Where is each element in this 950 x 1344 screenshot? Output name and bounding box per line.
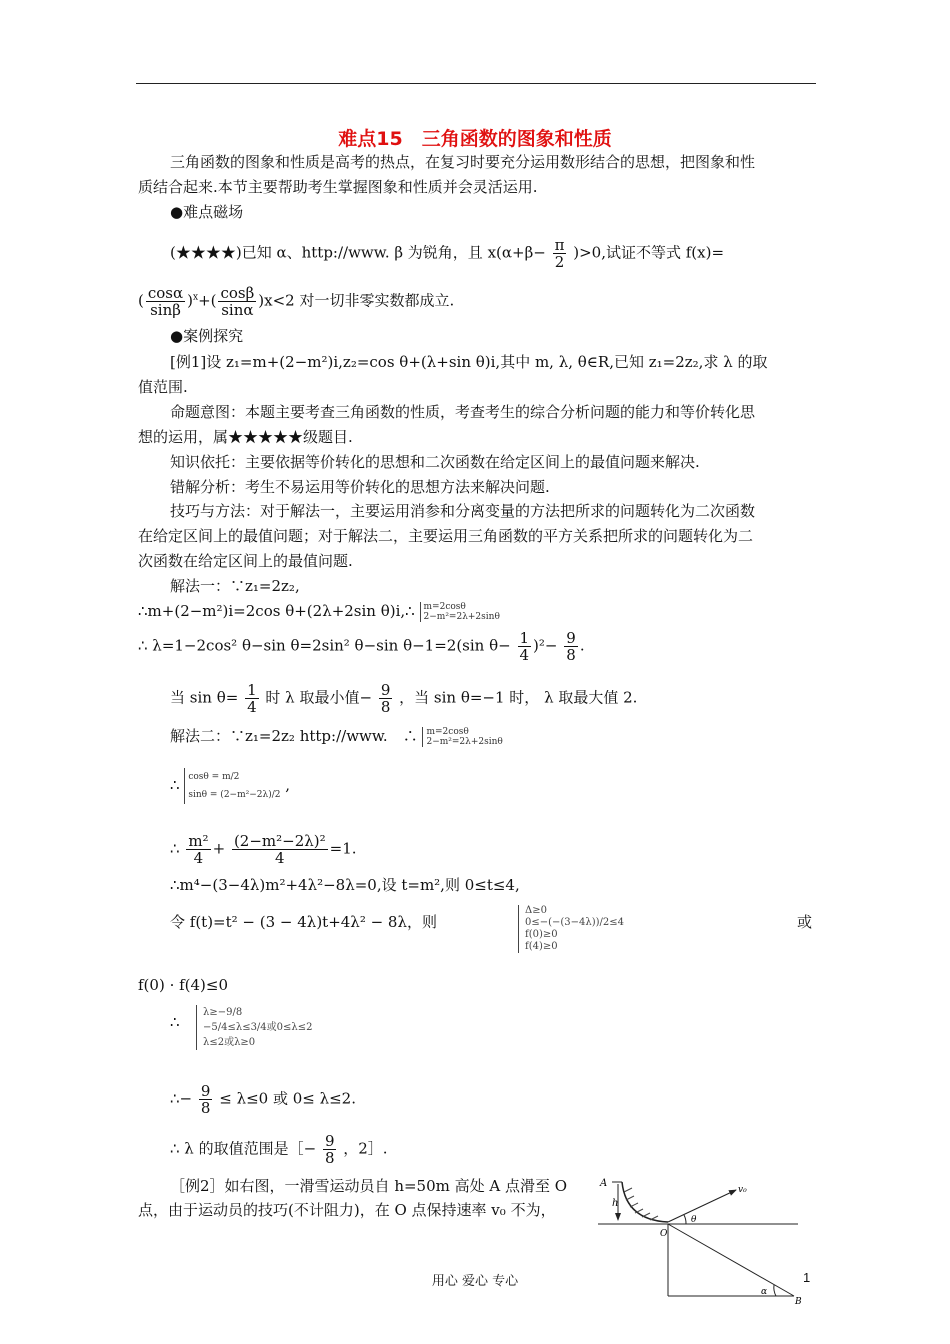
fraction <box>186 833 210 866</box>
intent-line-2: 想的运用，属★★★★★级题目. <box>138 428 353 446</box>
denominator: 8 <box>324 1149 335 1167</box>
solution1-line-3 <box>138 630 585 663</box>
solution2-line-6: f(0) · f(4)≤0 <box>138 976 229 994</box>
label-O: O <box>660 1229 668 1239</box>
solution1-line-2 <box>138 601 500 622</box>
equation: m=2cosθ <box>423 602 466 612</box>
equation: −5/4≤λ≤3/4或0≤λ≤2 <box>203 1022 313 1033</box>
equation-system <box>518 905 624 953</box>
example2-line-1: ［例2］如右图，一滑雪运动员自 h=50m 高处 A 点滑至 O <box>170 1177 568 1195</box>
problem-line-1 <box>170 237 724 270</box>
solution2-line-8 <box>170 1083 356 1116</box>
fraction <box>199 1083 213 1116</box>
solution2-line-2 <box>170 768 290 804</box>
denominator: sinα <box>221 301 254 319</box>
solution-text: ∴ <box>170 776 180 794</box>
solution2-head <box>170 726 503 747</box>
equation-system <box>420 602 500 622</box>
equation: sinθ = (2−m²−2λ)/2 <box>188 790 281 800</box>
equation: 2−m²=2λ+2sinθ <box>426 737 503 747</box>
example1-line-2: 值范围. <box>138 378 188 396</box>
page-footer: 用心 爱心 专心 <box>431 1274 519 1289</box>
intro-line-1: 三角函数的图象和性质是高考的热点，在复习时要充分运用数形结合的思想，把图象和性 <box>170 153 756 171</box>
example1-line-1: [例1]设 z₁=m+(2−m²)i,z₂=cos θ+(λ+sin θ)i,其中 m, λ, θ∈R,已知 z₁=2z₂,求 λ 的取 <box>170 353 768 371</box>
solution2-line-9 <box>170 1133 388 1166</box>
denominator: 8 <box>380 698 391 716</box>
numerator: 9 <box>380 681 391 699</box>
fraction <box>553 237 567 270</box>
fraction <box>379 682 393 715</box>
equation-system <box>184 768 280 804</box>
solution-text: ∴ <box>170 839 180 858</box>
equation: m=2cosθ <box>426 727 469 737</box>
equation: f(0)≥0 <box>525 929 558 940</box>
fraction <box>245 682 259 715</box>
fraction <box>146 285 185 318</box>
equation: Δ≥0 <box>525 905 547 916</box>
solution-text: 解法二：∵z₁=2z₂ http://www. ∴ <box>170 727 418 745</box>
numerator: (2−m²−2λ)² <box>233 832 326 850</box>
solution-text: ∴ λ=1−2cos² θ−sin θ=2sin² θ−sin θ−1=2(sin θ− <box>138 636 511 655</box>
denominator: 4 <box>193 849 204 867</box>
numerator: cosα <box>147 284 184 302</box>
denominator: 8 <box>566 646 576 664</box>
solution1-line-4 <box>170 682 637 715</box>
label-v0: v₀ <box>738 1185 747 1195</box>
equation: λ≥−9/8 <box>203 1007 243 1018</box>
numerator: π <box>554 236 565 254</box>
solution-text: ，2］. <box>343 1139 388 1158</box>
knowledge-line: 知识依托：主要依据等价转化的思想和二次函数在给定区间上的最值问题来解决. <box>170 453 700 471</box>
section-heading-2: ●案例探究 <box>170 327 244 345</box>
solution-text: + <box>212 839 226 858</box>
problem-text: (★★★★)已知 α、http://www. β 为锐角，且 x(α+β− <box>170 243 546 262</box>
solution2-line-4: ∴m⁴−(3−4λ)m²+4λ²−8λ=0,设 t=m²,则 0≤t≤4, <box>170 876 520 894</box>
numerator: m² <box>188 832 209 850</box>
or-word: 或 <box>797 913 813 931</box>
problem-text: )>0,试证不等式 f(x)= <box>573 243 725 262</box>
intro-line-2: 质结合起来.本节主要帮助考生掌握图象和性质并会灵活运用. <box>138 178 538 196</box>
label-alpha: α <box>761 1287 768 1297</box>
solution-text: 时 λ 取最小值− <box>265 688 373 707</box>
label-B: B <box>795 1297 802 1306</box>
denominator: 4 <box>519 646 530 664</box>
theta-arc <box>684 1215 686 1224</box>
example2-line-2: 点，由于运动员的技巧(不计阻力)，在 O 点保持速率 v₀ 不为， <box>138 1201 556 1219</box>
label-theta: θ <box>691 1215 697 1225</box>
solution-text: ∴m+(2−m²)i=2cos θ+(2λ+2sin θ)i,∴ <box>138 602 415 620</box>
page-number: 1 <box>803 1270 811 1285</box>
equation-system <box>422 727 502 747</box>
intent-line-1: 命题意图：本题主要考查三角函数的性质，考查考生的综合分析问题的能力和等价转化思 <box>170 403 756 421</box>
solution-text: ∴ λ 的取值范围是［− <box>170 1139 317 1158</box>
solution1-head: 解法一：∵z₁=2z₂, <box>170 577 300 595</box>
fraction <box>218 285 256 318</box>
solution-text: ∴− <box>170 1089 193 1108</box>
denominator: 2 <box>554 253 565 271</box>
denominator: 8 <box>200 1099 211 1117</box>
section-heading-1: ●难点磁场 <box>170 203 244 221</box>
solution2-line-7: ∴ <box>170 1013 180 1031</box>
solution-text: =1. <box>329 839 357 858</box>
solution-text: . <box>579 636 585 655</box>
label-h: h <box>612 1198 619 1209</box>
technique-line-1: 技巧与方法：对于解法一，主要运用消参和分离变量的方法把所求的问题转化为二次函数 <box>170 502 756 520</box>
solution2-line-5: 令 f(t)=t² − (3 − 4λ)t+4λ² − 8λ，则 <box>170 913 437 931</box>
technique-line-3: 次函数在给定区间上的最值问题. <box>138 552 353 570</box>
problem-text: x<2 对一切非零实数都成立. <box>264 291 455 310</box>
equation: f(4)≥0 <box>525 941 558 952</box>
fraction <box>232 833 328 866</box>
error-analysis-line: 错解分析：考生不易运用等价转化的思想方法来解决问题. <box>170 478 550 496</box>
solution-text: , <box>285 776 291 794</box>
solution-text: ，当 sin θ=−1 时， λ 取最大值 2. <box>399 688 638 707</box>
numerator: 9 <box>200 1082 211 1100</box>
fraction <box>518 630 532 663</box>
solution-text: ≤ λ≤0 或 0≤ λ≤2. <box>219 1089 356 1108</box>
page-title: 难点15 三角函数的图象和性质 <box>338 128 612 150</box>
velocity-arrow <box>668 1190 736 1222</box>
numerator: 1 <box>247 681 257 699</box>
numerator: cosβ <box>220 284 255 302</box>
label-A: A <box>600 1178 608 1189</box>
equation: 0≤−(−(3−4λ))/2≤4 <box>525 917 625 928</box>
fraction <box>323 1133 337 1166</box>
equation-system <box>196 1005 312 1050</box>
denominator: 4 <box>247 698 257 716</box>
equation: 2−m²=2λ+2sinθ <box>423 612 500 622</box>
numerator: 9 <box>566 629 576 647</box>
technique-line-2: 在给定区间上的最值问题；对于解法二，主要运用三角函数的平方关系把所求的问题转化为二 <box>138 527 754 545</box>
solution-text: )²− <box>533 636 558 655</box>
equation: cosθ = m/2 <box>188 772 240 782</box>
numerator: 1 <box>519 629 530 647</box>
numerator: 9 <box>324 1132 335 1150</box>
denominator: sinβ <box>150 301 181 319</box>
equation: λ≤2或λ≥0 <box>203 1037 256 1048</box>
solution2-line-3 <box>170 833 357 866</box>
solution-text: 当 sin θ= <box>170 688 239 707</box>
header-rule <box>136 83 816 84</box>
fraction <box>564 630 578 663</box>
denominator: 4 <box>275 849 285 867</box>
problem-line-2: ( $\frac{\cos\alpha}{\sin\beta}$ )$^x$+( $\frac{\cos\beta}{\sin\alpha}$ )x<2 对一切非零实数都成立. <box>138 284 455 319</box>
